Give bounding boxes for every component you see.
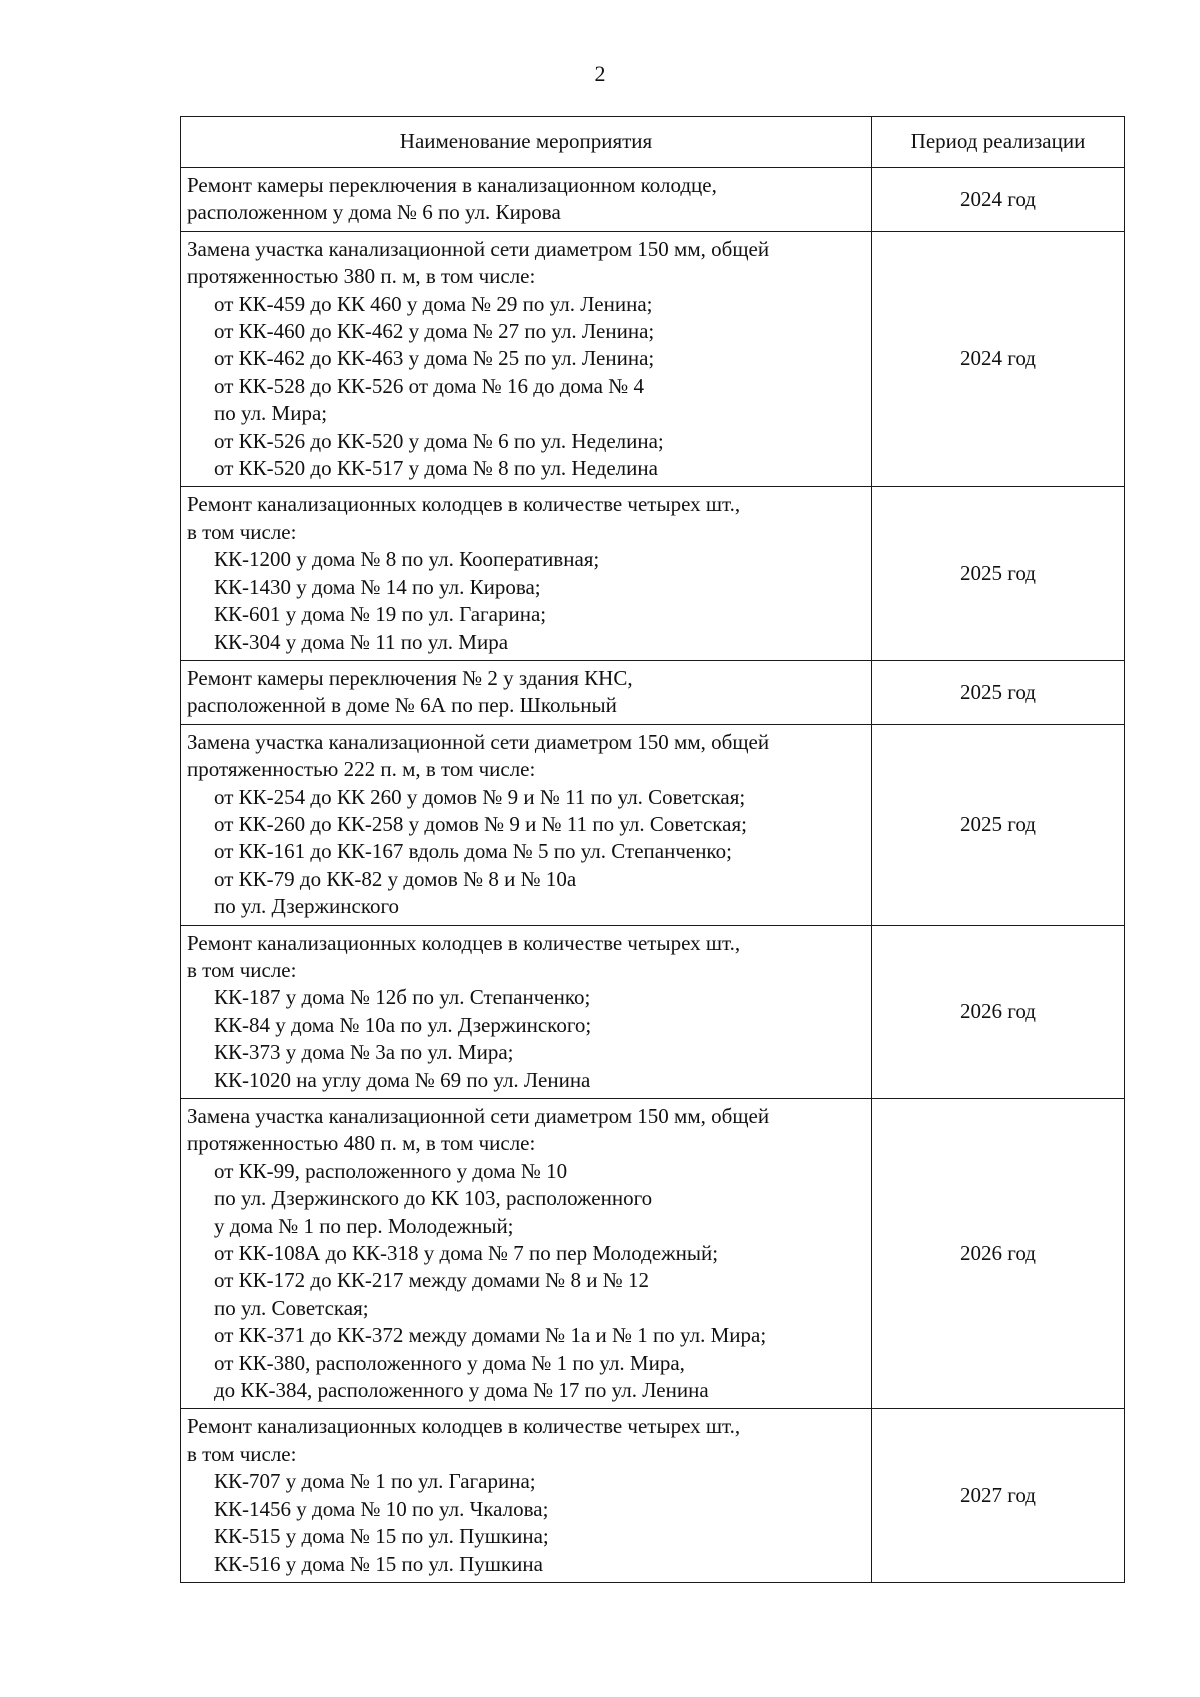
measure-text-line: от КК-254 до КК 260 у домов № 9 и № 11 по ул. Советская; <box>214 784 746 809</box>
measures-table <box>180 116 1125 1583</box>
measure-text-line: от КК-380, расположенного у дома № 1 по ул. Мира, <box>214 1350 685 1375</box>
measure-text-line: от КК-79 до КК-82 у домов № 8 и № 10а <box>214 866 577 891</box>
measure-text-line: КК-304 у дома № 11 по ул. Мира <box>214 629 509 654</box>
measure-text-line: КК-707 у дома № 1 по ул. Гагарина; <box>214 1469 536 1494</box>
measure-text-line: от КК-371 до КК-372 между домами № 1а и № 1 по ул. Мира; <box>214 1323 767 1348</box>
measure-text-line: Ремонт камеры переключения № 2 у здания КНС, <box>187 665 633 690</box>
measure-text-line: до КК-384, расположенного у дома № 17 по ул. Ленина <box>214 1378 709 1403</box>
page-number: 2 <box>594 61 606 86</box>
measure-text-line: в том числе: <box>187 957 297 982</box>
measure-text-line: Замена участка канализационной сети диаметром 150 мм, общей <box>187 236 770 261</box>
measure-name-cell <box>181 724 872 925</box>
header-implementation-period: Период реализации <box>872 117 1125 168</box>
implementation-period-cell: 2027 год <box>872 1409 1125 1582</box>
measure-text-line: КК-373 у дома № 3а по ул. Мира; <box>214 1040 514 1065</box>
measure-text-line: по ул. Дзержинского <box>214 894 400 919</box>
measure-text-line: Ремонт канализационных колодцев в количестве четырех шт., <box>187 930 741 955</box>
measure-text-line: от КК-459 до КК 460 у дома № 29 по ул. Ленина; <box>214 291 653 316</box>
measure-text-line: протяженностью 380 п. м, в том числе: <box>187 264 536 289</box>
measure-text-line: Ремонт канализационных колодцев в количестве четырех шт., <box>187 1414 741 1439</box>
measure-text-line: в том числе: <box>187 1441 297 1466</box>
measure-name-cell <box>181 1409 872 1582</box>
measure-text-line: расположенной в доме № 6А по пер. Школьный <box>187 693 617 718</box>
measure-text-line: от КК-108А до КК-318 у дома № 7 по пер Молодежный; <box>214 1241 719 1266</box>
table-row <box>181 660 1125 724</box>
measure-text-line: Замена участка канализационной сети диаметром 150 мм, общей <box>187 1104 770 1128</box>
measure-text-line: в том числе: <box>187 519 297 544</box>
measure-text-line: КК-187 у дома № 12б по ул. Степанченко; <box>214 985 591 1010</box>
measure-text-line: КК-515 у дома № 15 по ул. Пушкина; <box>214 1524 549 1549</box>
table-row <box>181 168 1125 232</box>
measure-text-line: протяженностью 480 п. м, в том числе: <box>187 1131 536 1156</box>
implementation-period-cell: 2026 год <box>872 1099 1125 1409</box>
measure-text-line: от КК-99, расположенного у дома № 10 <box>214 1158 568 1183</box>
measure-name-cell <box>181 487 872 660</box>
measure-name-cell <box>181 660 872 724</box>
table-row <box>181 231 1125 487</box>
table-row <box>181 724 1125 925</box>
measure-text-line: от КК-460 до КК-462 у дома № 27 по ул. Ленина; <box>214 319 655 344</box>
implementation-period-cell: 2025 год <box>872 724 1125 925</box>
measure-text-line: по ул. Советская; <box>214 1295 369 1320</box>
implementation-period-cell: 2026 год <box>872 925 1125 1098</box>
measure-text-line: у дома № 1 по пер. Молодежный; <box>214 1213 514 1238</box>
table-header <box>181 117 1125 168</box>
table-body <box>181 168 1125 1583</box>
measure-text-line: от КК-161 до КК-167 вдоль дома № 5 по ул. Степанченко; <box>214 839 732 864</box>
measure-text-line: от КК-528 до КК-526 от дома № 16 до дома № 4 <box>214 373 645 398</box>
measure-text-line: от КК-172 до КК-217 между домами № 8 и № 12 <box>214 1268 649 1293</box>
measure-text-line: от КК-462 до КК-463 у дома № 25 по ул. Ленина; <box>214 346 655 371</box>
measure-text-line: от КК-526 до КК-520 у дома № 6 по ул. Неделина; <box>214 428 664 453</box>
implementation-period-cell: 2025 год <box>872 660 1125 724</box>
measure-text-line: КК-1430 у дома № 14 по ул. Кирова; <box>214 574 541 599</box>
measure-name-cell <box>181 231 872 487</box>
measure-text-line: КК-84 у дома № 10а по ул. Дзержинского; <box>214 1012 592 1037</box>
measure-text-line: расположенном у дома № 6 по ул. Кирова <box>187 200 561 225</box>
table-row <box>181 1099 1125 1409</box>
measure-text-line: Замена участка канализационной сети диаметром 150 мм, общей <box>187 729 770 754</box>
measure-text-line: КК-1200 у дома № 8 по ул. Кооперативная; <box>214 547 600 572</box>
implementation-period-cell: 2024 год <box>872 168 1125 232</box>
implementation-period-cell: 2025 год <box>872 487 1125 660</box>
measure-text-line: по ул. Дзержинского до КК 103, расположенного <box>214 1186 653 1211</box>
measure-text-line: КК-1456 у дома № 10 по ул. Чкалова; <box>214 1496 549 1521</box>
header-row <box>181 117 1125 168</box>
measure-name-cell <box>181 1099 872 1409</box>
measure-name-cell <box>181 925 872 1098</box>
measure-text-line: от КК-260 до КК-258 у домов № 9 и № 11 по ул. Советская; <box>214 811 747 836</box>
measure-name-cell <box>181 168 872 232</box>
measure-text-line: протяженностью 222 п. м, в том числе: <box>187 757 536 782</box>
measure-text-line: КК-516 у дома № 15 по ул. Пушкина <box>214 1551 543 1576</box>
table-row <box>181 1409 1125 1582</box>
table-row <box>181 925 1125 1098</box>
header-measure-name: Наименование мероприятия <box>181 117 872 168</box>
measure-text-line: КК-601 у дома № 19 по ул. Гагарина; <box>214 602 547 627</box>
measure-text-line: от КК-520 до КК-517 у дома № 8 по ул. Неделина <box>214 456 658 481</box>
measure-text-line: по ул. Мира; <box>214 401 328 426</box>
measure-text-line: КК-1020 на углу дома № 69 по ул. Ленина <box>214 1067 591 1092</box>
measure-text-line: Ремонт канализационных колодцев в количестве четырех шт., <box>187 492 741 517</box>
measure-text-line: Ремонт камеры переключения в канализационном колодце, <box>187 173 717 197</box>
implementation-period-cell: 2024 год <box>872 231 1125 487</box>
table-row <box>181 487 1125 660</box>
